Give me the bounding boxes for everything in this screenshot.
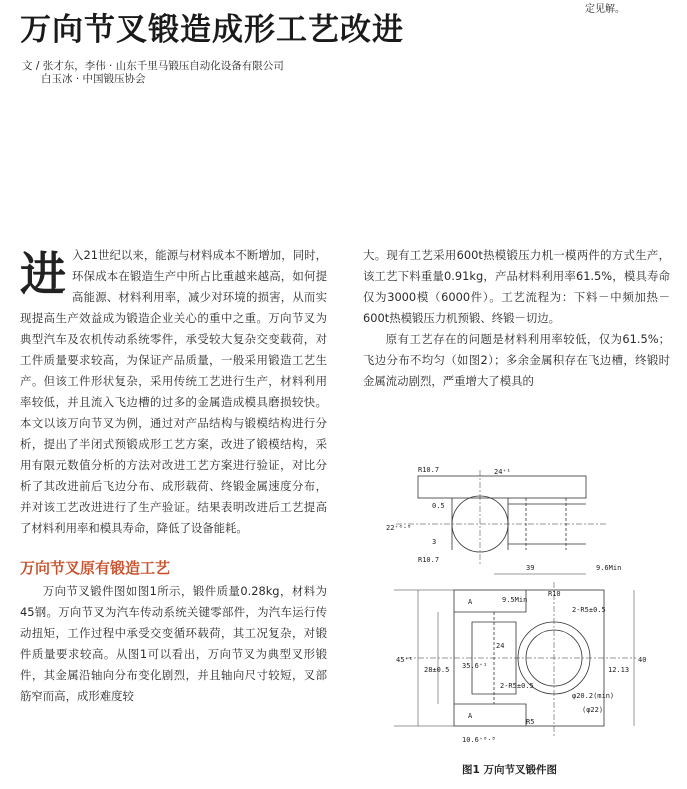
left-column: [20, 245, 327, 707]
dim-2r5-top: 2-R5±0.5: [572, 606, 606, 614]
dim-24: 24⁺¹: [494, 468, 511, 476]
dim-r107-bottom: R10.7: [418, 556, 440, 564]
section-paragraph: 万向节叉锻件图如图1所示，锻件质量0.28kg，材料为45钢。万向节叉为汽车传动系统关键零部件，为汽车运行传动扭矩，工作过程中承受交变循环载荷，其工况复杂，对锻件质量要求较高。从图1可以看出，万向节叉为典型叉形锻件，其金属沿轴向分布变化剧烈，并且轴向尺寸较短，叉部筋窄而高，成形难度较: [20, 584, 327, 703]
intro-paragraph: [20, 245, 327, 539]
dim-a-bottom: A: [468, 712, 473, 720]
forging-drawing: [376, 462, 666, 752]
dim-10-6: 10.6⁺⁰·⁸: [462, 736, 496, 744]
dim-28: 28±0.5: [424, 666, 450, 674]
dim-12-13: 12.13: [608, 666, 630, 674]
section-heading: 万向节叉原有锻造工艺: [20, 559, 171, 577]
dim-r5: R5: [526, 718, 535, 726]
right-column: [363, 245, 670, 392]
top-view: [396, 470, 606, 566]
dim-9-6min: 9.6Min: [596, 564, 622, 572]
dim-35-6: 35.6⁺¹: [462, 662, 488, 670]
dim-40: 40: [638, 656, 647, 664]
dim-45: 45⁺¹: [396, 656, 413, 664]
dim-9-5min: 9.5Min: [502, 596, 528, 604]
article-title: 万向节叉锻造成形工艺改进: [20, 12, 404, 48]
author-line-2: 白玉冰 · 中国锻压协会: [41, 73, 146, 85]
corner-fragment: 定见解。: [585, 4, 625, 15]
dim-r107-top: R10.7: [418, 466, 440, 474]
dim-0-5: 0.5: [432, 502, 445, 510]
dim-22: 22⁺⁰·⁸: [386, 524, 412, 532]
author-block: [22, 60, 284, 86]
dim-phi-22: (φ22): [582, 706, 604, 714]
dim-24-front: 24: [496, 642, 505, 650]
dim-3: 3: [432, 538, 437, 546]
dim-r10: R10: [548, 590, 561, 598]
continued-paragraph: 大。现有工艺采用600t热模锻压力机一模两件的方式生产，该工艺下料重量0.91kg，产品材料利用率61.5%，模具寿命仅为3000模（6000件）。工艺流程为：下料－中频加热－600t热模锻压力机预锻、终锻－切边。: [363, 248, 670, 325]
top-view-band: [418, 476, 586, 498]
dim-2r5-bottom: 2-R5±0.5: [500, 682, 534, 690]
author-line-1: 文 / 张才东，李伟 · 山东千里马锻压自动化设备有限公司: [22, 60, 284, 72]
dim-phi-20-2: φ20.2(min): [572, 692, 615, 700]
dimension-labels: [386, 466, 646, 744]
figure-caption: 图1 万向节叉锻件图: [462, 764, 557, 776]
intro-text: 入21世纪以来，能源与材料成本不断增加，同时，环保成本在锻造生产中所占比重越来越高，如何提高能源、材料利用率，减少对环境的损害，从而实现提高生产效益成为锻造企业关心的重中之重。万向节叉为典型汽车及农机传动系统零件，承受较大复杂交变载荷，对工件质量要求较高，为保证产品质量，一般采用锻造工艺生产。但该工件形状复杂，采用传统工艺进行生产，材料利用率较低，并且流入飞边槽的过多的金属造成模具磨损较快。本文以该万向节叉为例，通过对产品结构与锻模结构进行分析，提出了半闭式预锻成形工艺方案，改进了锻模结构，采用有限元数值分析的方法对改进工艺方案进行验证，对比分析了其改进前后飞边分布、成形载荷、终锻金属速度分布，并对该工艺改进进行了生产验证。结果表明改进后工艺提高了材料利用率和模具寿命，降低了设备能耗。: [20, 248, 327, 535]
drop-cap: 进: [20, 247, 66, 301]
dim-39: 39: [526, 564, 535, 572]
dim-a-top: A: [468, 598, 473, 606]
problem-paragraph: 原有工艺存在的问题是材料利用率较低，仅为61.5%；飞边分布不均匀（如图2）；多余金属积存在飞边槽，终锻时金属流动剧烈，严重增大了模具的: [363, 332, 670, 388]
